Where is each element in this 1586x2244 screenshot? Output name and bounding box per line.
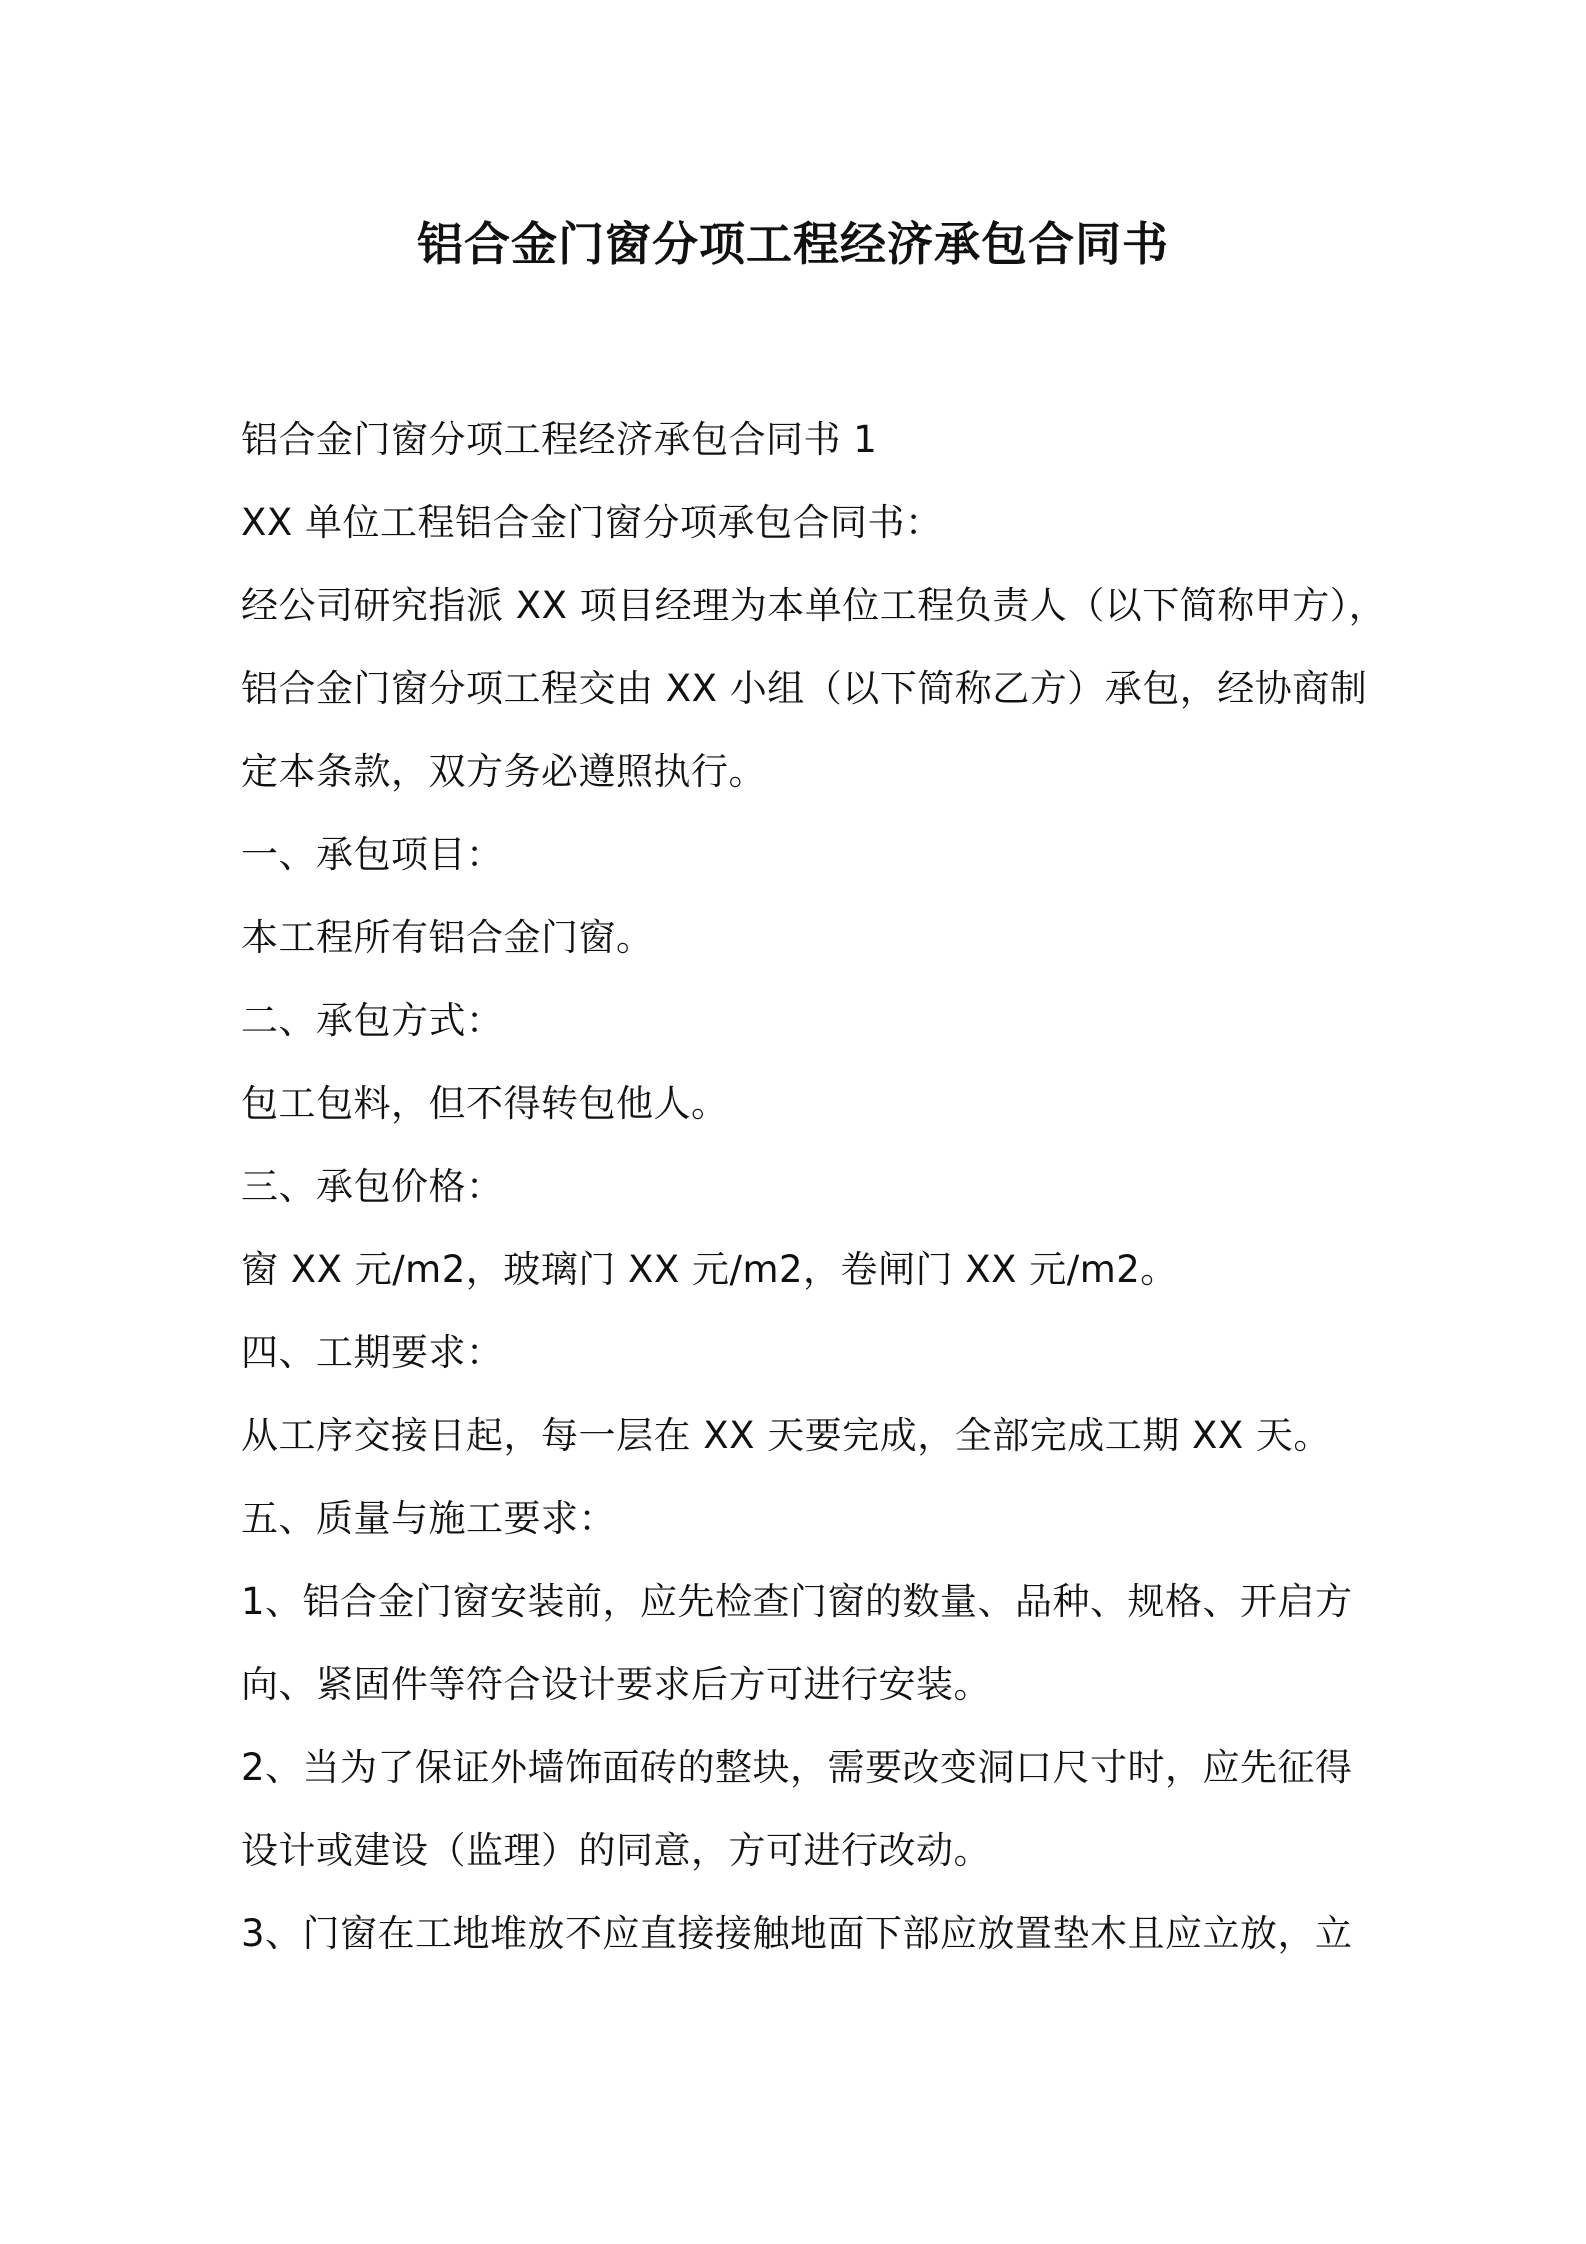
body-line: 窗 XX 元/m2，玻璃门 XX 元/m2，卷闸门 XX 元/m2。 bbox=[241, 1248, 1178, 1291]
body-line: 经公司研究指派 XX 项目经理为本单位工程负责人（以下简称甲方）， bbox=[241, 584, 1387, 627]
section-heading: 五、质量与施工要求： bbox=[241, 1497, 616, 1540]
body-line: 本工程所有铝合金门窗。 bbox=[241, 916, 654, 959]
body-line: 向、紧固件等符合设计要求后方可进行安装。 bbox=[241, 1663, 991, 1706]
recipient-line: XX 单位工程铝合金门窗分项承包合同书： bbox=[241, 501, 943, 544]
body-line: 3、门窗在工地堆放不应直接接触地面下部应放置垫木且应立放，立 bbox=[241, 1912, 1353, 1955]
section-heading: 三、承包价格： bbox=[241, 1165, 504, 1208]
section-heading: 一、承包项目： bbox=[241, 833, 504, 876]
body-line: 设计或建设（监理）的同意，方可进行改动。 bbox=[241, 1829, 991, 1872]
document-title: 铝合金门窗分项工程经济承包合同书 bbox=[417, 217, 1169, 271]
subtitle-line: 铝合金门窗分项工程经济承包合同书 1 bbox=[241, 418, 878, 461]
body-line: 从工序交接日起，每一层在 XX 天要完成，全部完成工期 XX 天。 bbox=[241, 1414, 1331, 1457]
section-heading: 四、工期要求： bbox=[241, 1331, 504, 1374]
body-line: 铝合金门窗分项工程交由 XX 小组（以下简称乙方）承包，经协商制 bbox=[241, 667, 1368, 710]
body-line: 定本条款，双方务必遵照执行。 bbox=[241, 750, 766, 793]
section-heading: 二、承包方式： bbox=[241, 999, 504, 1042]
body-line: 2、当为了保证外墙饰面砖的整块，需要改变洞口尺寸时，应先征得 bbox=[241, 1746, 1353, 1789]
body-line: 1、铝合金门窗安装前，应先检查门窗的数量、品种、规格、开启方 bbox=[241, 1580, 1353, 1623]
body-line: 包工包料，但不得转包他人。 bbox=[241, 1082, 729, 1125]
